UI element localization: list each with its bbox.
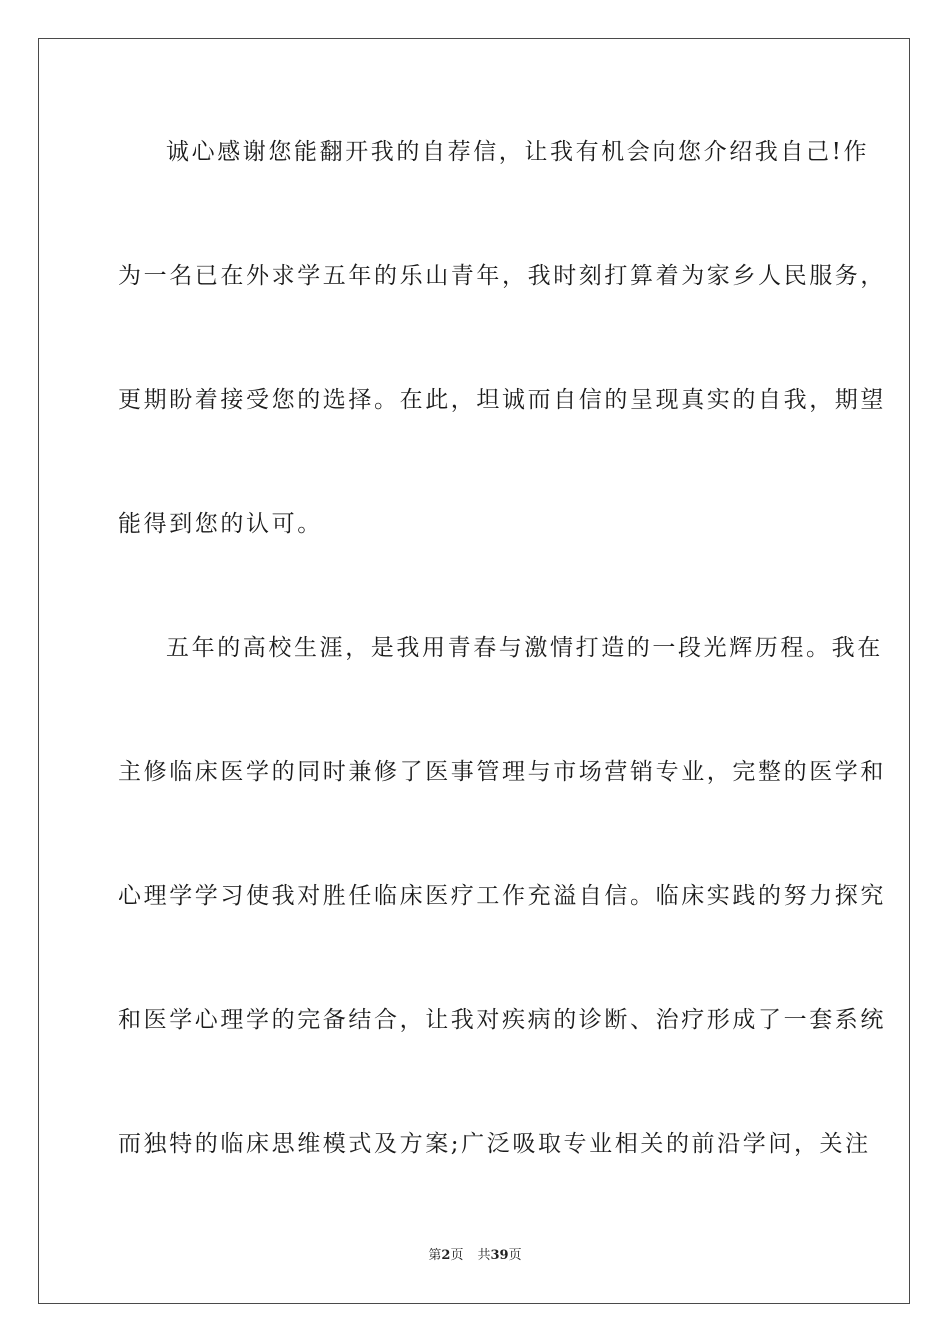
page-number: 2 [441,1248,451,1263]
paragraph-2-line-1: 五年的高校生涯，是我用青春与激情打造的一段光辉历程。我在 [166,635,883,661]
total-suffix: 页 [508,1248,522,1263]
paragraph-2-line-5: 而独特的临床思维模式及方案;广泛吸取专业相关的前沿学问，关注 [118,1131,871,1157]
total-prefix: 共 [477,1248,491,1263]
page-footer [0,1247,950,1265]
page-suffix: 页 [450,1248,464,1263]
paragraph-2-line-3: 心理学学习使我对胜任临床医疗工作充溢自信。临床实践的努力探究 [118,883,886,909]
paragraph-1-line-1: 诚心感谢您能翻开我的自荐信，让我有机会向您介绍我自己!作 [166,139,870,165]
paragraph-1-line-3: 更期盼着接受您的选择。在此，坦诚而自信的呈现真实的自我，期望 [118,387,886,413]
page-prefix: 第 [428,1248,442,1263]
paragraph-2-line-2: 主修临床医学的同时兼修了医事管理与市场营销专业，完整的医学和 [118,759,886,785]
page-border [38,38,910,1304]
paragraph-1-line-4: 能得到您的认可。 [118,511,323,537]
paragraph-2-line-4: 和医学心理学的完备结合，让我对疾病的诊断、治疗形成了一套系统 [118,1007,886,1033]
paragraph-1-line-2: 为一名已在外求学五年的乐山青年，我时刻打算着为家乡人民服务， [118,263,886,289]
total-pages: 39 [490,1248,509,1263]
